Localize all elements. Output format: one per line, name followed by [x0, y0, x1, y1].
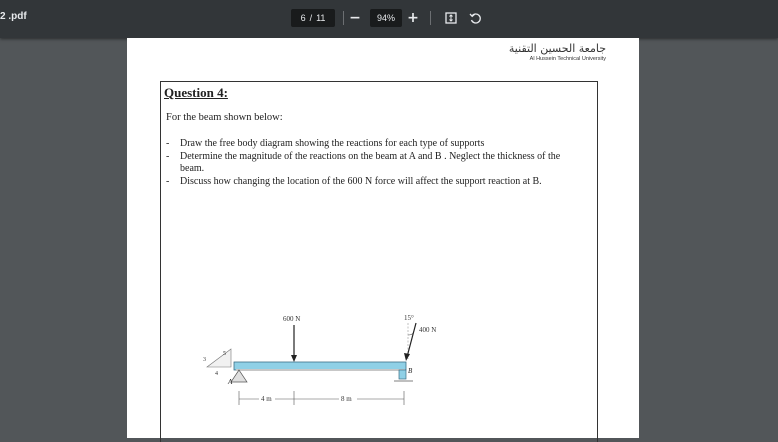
zoom-level-input[interactable]: 94%	[370, 9, 402, 27]
rotate-icon	[469, 12, 482, 25]
pdf-page	[127, 38, 639, 438]
slope-4: 4	[215, 371, 218, 377]
label-b: B	[408, 367, 413, 375]
toolbar-divider	[343, 11, 344, 25]
force-400-arrowhead	[404, 353, 410, 361]
list-item	[166, 151, 586, 176]
page-separator: /	[309, 13, 313, 23]
zoom-out-button[interactable]: −	[349, 10, 361, 26]
question-list	[166, 138, 586, 188]
total-pages: 11	[316, 13, 326, 23]
toolbar-divider	[430, 11, 431, 25]
pdf-toolbar	[0, 0, 778, 38]
dim-8m: 8 m	[341, 395, 352, 403]
rotate-button[interactable]	[466, 8, 484, 28]
incline	[207, 349, 231, 367]
bullet: -	[166, 175, 170, 187]
bullet: -	[166, 150, 170, 162]
question-title: Question 4:	[164, 85, 228, 100]
item-text: Discuss how changing the location of the 600 N force will affect the support reaction at B.	[180, 175, 542, 187]
roller-support-b	[399, 370, 406, 379]
list-item	[166, 138, 586, 151]
item-text: Draw the free body diagram showing the reactions for each type of supports	[180, 138, 485, 149]
force-400-arrow	[407, 323, 416, 357]
slope-5: 5	[223, 351, 226, 357]
force-400-label: 400 N	[419, 326, 437, 334]
slope-3: 3	[203, 357, 206, 363]
question-box	[160, 81, 598, 442]
fit-page-icon	[445, 12, 457, 24]
force-600-label: 600 N	[283, 315, 301, 323]
angle-arc	[408, 333, 413, 335]
list-item	[166, 176, 586, 189]
university-logo	[509, 42, 606, 62]
bullet: -	[166, 138, 170, 149]
question-intro: For the beam shown below:	[166, 112, 283, 123]
pin-support-a	[231, 370, 247, 382]
university-name-english: Al Hussein Technical University	[529, 56, 606, 62]
zoom-in-button[interactable]: +	[407, 10, 419, 26]
file-title: 2 .pdf	[0, 11, 27, 22]
force-600-arrowhead	[291, 355, 297, 362]
current-page[interactable]: 6	[300, 13, 306, 23]
dim-4m: 4 m	[261, 395, 272, 403]
angle-label: 15°	[404, 314, 414, 322]
fit-to-page-button[interactable]	[442, 8, 460, 28]
page-indicator[interactable]	[291, 9, 335, 27]
beam	[234, 362, 406, 370]
university-name-arabic: جامعة الحسين التقنية	[508, 42, 606, 55]
label-a: A	[228, 378, 233, 386]
beam-diagram	[201, 309, 461, 419]
item-text: Determine the magnitude of the reactions on the beam at A and B . Neglect the thickness of the beam.	[180, 150, 561, 174]
